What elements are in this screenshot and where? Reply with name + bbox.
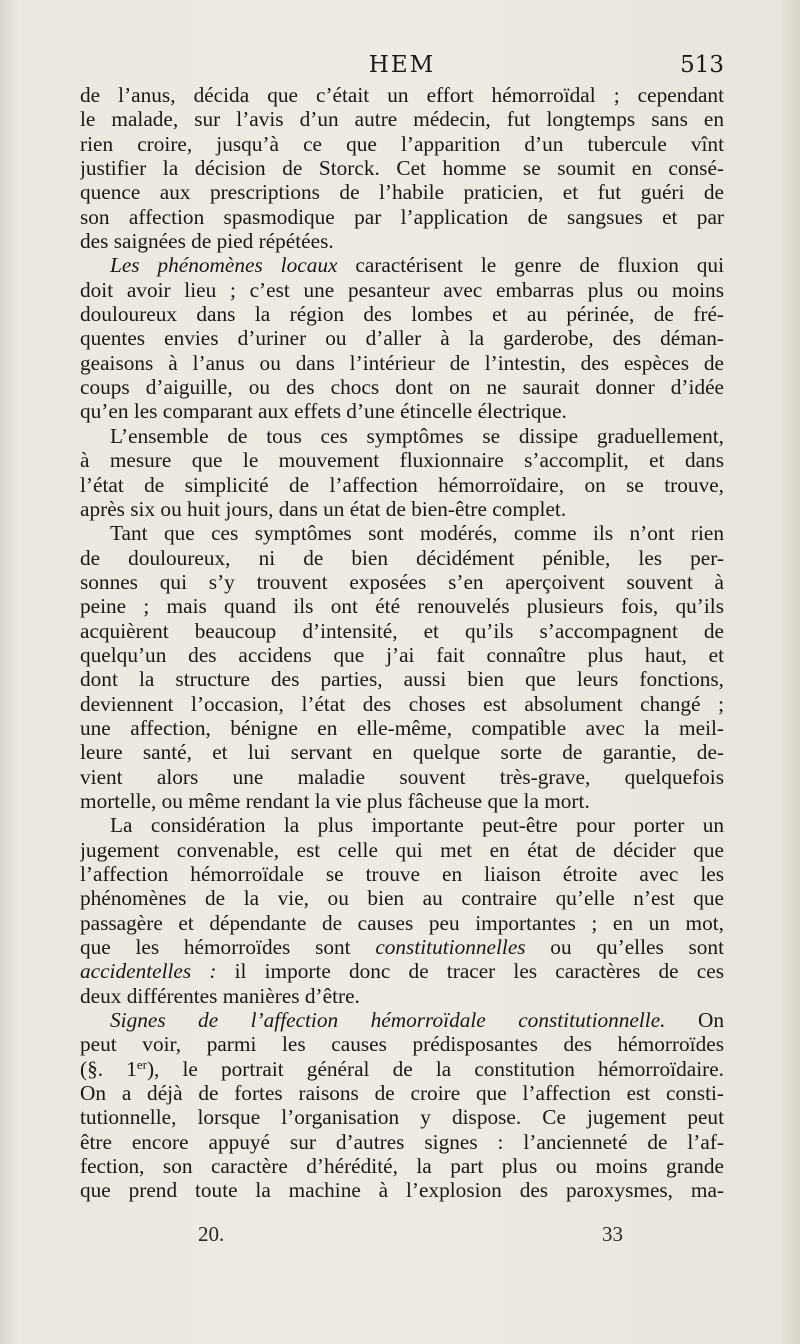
text-line: de douloureux, ni de bien décidément pénible, les per- (80, 545, 724, 570)
page-number: 513 (680, 52, 724, 78)
italic-heading: Signes de l’affection hémorroïdale constitutionnelle. (110, 1008, 666, 1033)
text-line: quence aux prescriptions de l’habile praticien, et fut guéri de (80, 180, 724, 205)
running-title: HEM (368, 52, 436, 78)
text-run: On (665, 1008, 724, 1033)
text-line: justifier la décision de Storck. Cet homme se soumit en consé- (80, 156, 724, 181)
text-run: que les hémorroïdes sont (80, 935, 376, 960)
text-line: deux différentes manières d’être. (80, 983, 360, 1008)
text-line: passagère et dépendante de causes peu importantes ; en un mot, (80, 910, 724, 935)
text-line: La considération la plus importante peut-être pour porter un (110, 813, 724, 838)
text-line: douloureux dans la région des lombes et au périnée, de fré- (80, 302, 724, 327)
text-line: peine ; mais quand ils ont été renouvelés plusieurs fois, qu’ils (80, 594, 724, 619)
page-footer (80, 1222, 724, 1250)
paragraph-consideration (80, 813, 724, 1008)
italic-term: constitutionnelles (375, 935, 526, 960)
text-line: sonnes qui s’y trouvent exposées s’en aperçoivent souvent à (80, 569, 724, 594)
text-line: dont la structure des parties, aussi bien que leurs fonctions, (80, 667, 724, 692)
text-line: l’affection hémorroïdale se trouve en liaison étroite avec les (80, 862, 724, 886)
text-run: ou qu’elles sont (525, 935, 724, 960)
text-line: Tant que ces symptômes sont modérés, comme ils n’ont rien (110, 521, 724, 546)
text-line: qu’en les comparant aux effets d’une étincelle électrique. (80, 399, 567, 424)
running-header (80, 52, 724, 82)
text-line: des saignées de pied répétées. (80, 229, 334, 254)
text-run: il importe donc de tracer les caractères de ces (216, 959, 724, 984)
text-line (80, 959, 724, 983)
paragraph-signs-constitutional (80, 1008, 724, 1203)
text-line: mortelle, ou même rendant la vie plus fâcheuse que la mort. (80, 788, 590, 813)
text-line: tutionnelle, lorsque l’organisation y dispose. Ce jugement peut (80, 1105, 724, 1130)
text-line: peut voir, parmi les causes prédisposantes des hémorroïdes (80, 1032, 724, 1057)
text-line: de l’anus, décida que c’était un effort hémorroïdal ; cependant (80, 83, 724, 107)
text-line: une affection, bénigne en elle-même, compatible avec la meil- (80, 715, 724, 740)
text-line: acquièrent beaucoup d’intensité, et qu’ils s’accompagnent de (80, 618, 724, 643)
text-line: vient alors une maladie souvent très-grave, quelquefois (80, 764, 724, 789)
text-line: fection, son caractère d’hérédité, la part plus ou moins grande (80, 1154, 724, 1179)
paragraph-local-phenomena (80, 253, 724, 423)
lead-rest: caractérisent le genre de fluxion qui (337, 253, 724, 278)
italic-lead: Les phénomènes locaux (110, 253, 338, 278)
body-text (80, 83, 724, 1203)
text-line: deviennent l’occasion, l’état des choses est absolument changé ; (80, 691, 724, 716)
text-line: le malade, sur l’avis d’un autre médecin, fut longtemps sans en (80, 107, 724, 132)
text-line: que prend toute la machine à l’explosion des paroxysmes, ma- (80, 1178, 724, 1203)
text-line: coups d’aiguille, ou des chocs dont on ne saurait donner d’idée (80, 375, 724, 400)
text-line (80, 1008, 724, 1032)
paragraph-moderate-symptoms (80, 521, 724, 813)
text-line: phénomènes de la vie, ou bien au contraire qu’elle n’est que (80, 886, 724, 911)
folio-number: 33 (602, 1222, 623, 1246)
text-line (80, 253, 724, 277)
text-line: quelqu’un des accidens que j’ai fait connaître plus haut, et (80, 642, 724, 667)
italic-term: accidentelles : (80, 959, 217, 984)
text-line (80, 1057, 724, 1081)
text-line: quentes envies d’uriner ou d’aller à la garderobe, des déman- (80, 326, 724, 351)
text-line: à mesure que le mouvement fluxionnaire s’accomplit, et dans (80, 448, 724, 473)
paragraph-continuation (80, 83, 724, 253)
text-line: être encore appuyé sur d’autres signes : l’ancienneté de l’af- (80, 1129, 724, 1154)
text-line: doit avoir lieu ; c’est une pesanteur avec embarras plus ou moins (80, 277, 724, 302)
text-line: leure santé, et lui servant en quelque sorte de garantie, de- (80, 740, 724, 765)
text-line: jugement convenable, est celle qui met en état de décider que (80, 837, 724, 862)
text-line: l’état de simplicité de l’affection hémorroïdaire, on se trouve, (80, 472, 724, 497)
text-run: (§. 1 (80, 1056, 137, 1081)
text-line: son affection spasmodique par l’application de sangsues et par (80, 204, 724, 229)
text-line: On a déjà de fortes raisons de croire que l’affection est consti- (80, 1081, 724, 1106)
text-line: rien croire, jusqu’à ce que l’apparition d’un tubercule vînt (80, 131, 724, 156)
text-line: geaisons à l’anus ou dans l’intérieur de l’intestin, des espèces de (80, 350, 724, 375)
paragraph-symptoms-dissipate (80, 424, 724, 521)
text-run: ), le portrait général de la constitution hémorroïdaire. (146, 1056, 724, 1081)
text-line: L’ensemble de tous ces symptômes se dissipe graduellement, (110, 423, 724, 448)
text-line (80, 935, 724, 959)
text-line: après six ou huit jours, dans un état de bien-être complet. (80, 496, 567, 521)
superscript: er (136, 1056, 147, 1072)
signature-mark: 20. (198, 1222, 225, 1246)
